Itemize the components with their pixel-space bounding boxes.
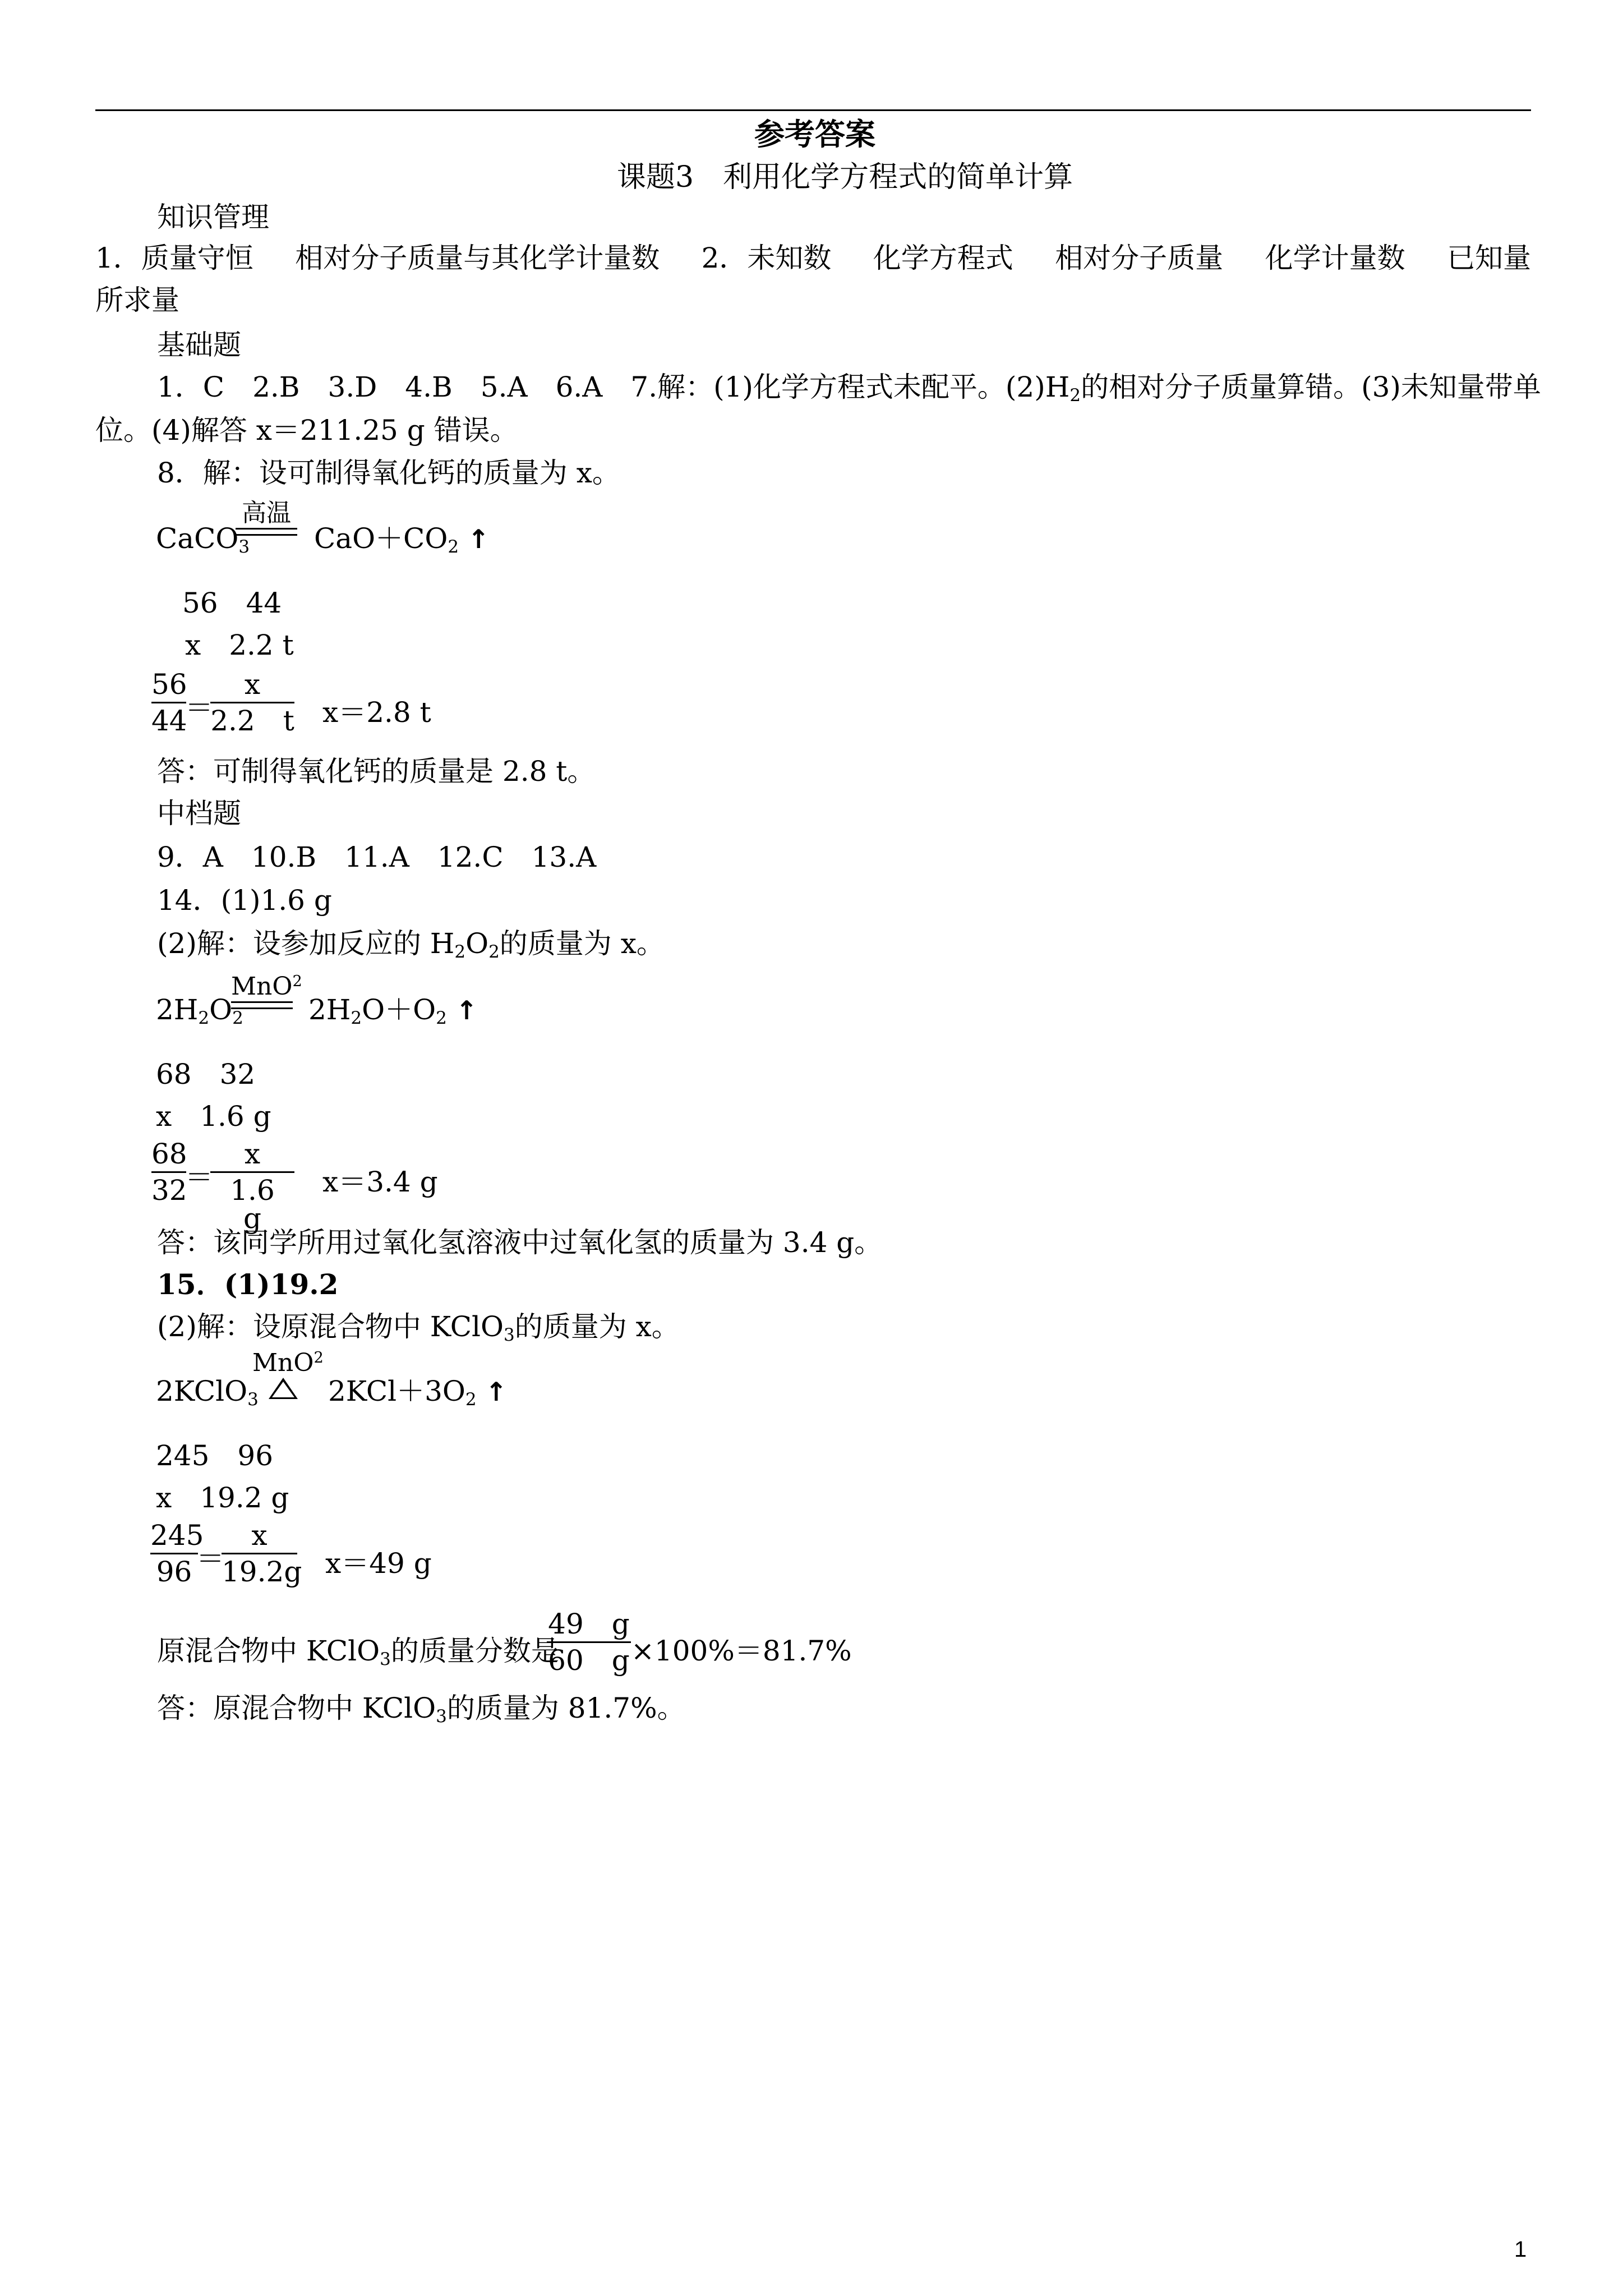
q15-equals: ＝ [196, 1543, 224, 1575]
q15-percent-result: ×100%＝81.7% [631, 1635, 852, 1667]
q14-fraction-left: 68 32 [151, 1138, 187, 1207]
gas-arrow-icon: ↑ [455, 995, 478, 1025]
basic-answers-line-2: 位。(4)解答 x＝211.25 g 错误。 [95, 414, 518, 447]
knowledge-item-1: 1．质量守恒 [95, 242, 253, 274]
knowledge-item-5: 相对分子质量 [1055, 242, 1224, 274]
q15-equation-reactant: 2KClO$_3$ [156, 1375, 259, 1410]
q14-equation-products: $2H_2O+O_2$ ↑ [308, 993, 478, 1028]
q15-part-1: 15．(1)19.2 [157, 1268, 339, 1301]
q15-result: x＝49 g [325, 1547, 432, 1580]
q14-answer: 答：该同学所用过氧化氢溶液中过氧化氢的质量为 3.4 g。 [157, 1226, 883, 1259]
catalyst-text: MnO$^2$ [252, 1349, 324, 1377]
q15-equation-products: $2KCl+3O_2$ ↑ [328, 1375, 508, 1410]
knowledge-answer-line-2: 所求量 [95, 284, 179, 316]
medium-answers-q9-13: 9．A 10.B 11.A 12.C 13.A [157, 841, 597, 873]
q15-reaction-condition [252, 1349, 324, 1399]
knowledge-item-2: 相对分子质量与其化学计量数 [295, 242, 660, 274]
q14-equation-reactant: $2H_2O_2$ [156, 993, 243, 1028]
q8-ratio-masses: 56 44 [182, 587, 282, 619]
q15-mass-fraction-label: 原混合物中 KClO$_3$的质量分数是 [157, 1635, 559, 1669]
q15-fraction-left: 245 96 [150, 1519, 204, 1588]
section-heading-medium: 中档题 [157, 797, 241, 830]
q8-equation-reactant: CaCO$_3$ [156, 522, 250, 557]
catalyst-text: MnO$^2$ [231, 972, 302, 1001]
h2-formula: $H_2$ [1045, 371, 1081, 406]
q14-ratio-masses: 68 32 [156, 1058, 256, 1091]
q8-ratio-quantities: x 2.2 t [185, 629, 294, 661]
q14-part-2-intro: (2)解：设参加反应的 $H_2O_2$的质量为 x。 [157, 927, 665, 962]
double-line-sign [231, 1001, 293, 1009]
q8-answer: 答：可制得氧化钙的质量是 2.8 t。 [157, 755, 596, 788]
q15-answer: 答：原混合物中 KClO$_3$的质量为 81.7%。 [157, 1692, 685, 1727]
knowledge-item-6: 化学计量数 [1265, 242, 1405, 274]
knowledge-item-4: 化学方程式 [873, 242, 1013, 274]
double-line-sign [236, 528, 297, 536]
q15-percent-fraction: 49 g 60 g [547, 1610, 631, 1674]
q8-fraction-left: 56 44 [151, 668, 187, 737]
q14-fraction-right: x 1.6 g [210, 1140, 294, 1232]
q14-ratio-quantities: x 1.6 g [156, 1100, 271, 1133]
lesson-subtitle: 课题3 利用化学方程式的简单计算 [617, 160, 1073, 194]
q15-ratio-quantities: x 19.2 g [156, 1481, 289, 1514]
q15-ratio-masses: 245 96 [156, 1439, 274, 1472]
knowledge-item-3: 2．未知数 [701, 242, 832, 274]
knowledge-answer-line-1 [95, 244, 1531, 272]
top-rule [95, 109, 1531, 111]
basic-answers-line-1 [157, 371, 1541, 406]
q8-intro: 8．解：设可制得氧化钙的质量为 x。 [157, 457, 620, 489]
q8-fraction-right: x 2.2 t [210, 668, 294, 737]
section-heading-knowledge: 知识管理 [157, 201, 269, 233]
basic-answers-q7-rest: 的相对分子质量算错。(3)未知量带单 [1081, 371, 1541, 403]
q14-result: x＝3.4 g [322, 1166, 438, 1198]
heat-triangle-icon [269, 1378, 298, 1399]
q8-equals: ＝ [185, 692, 213, 724]
basic-answers-q1-7: 1．C 2.B 3.D 4.B 5.A 6.A 7.解：(1)化学方程式未配平。(2) [157, 371, 1045, 403]
section-heading-basic: 基础题 [157, 329, 241, 361]
q8-equation-products: $CaO+CO_2$ ↑ [314, 522, 490, 557]
condition-text: 高温 [242, 499, 291, 527]
q8-result: x＝2.8 t [322, 696, 431, 729]
knowledge-item-7: 已知量 [1446, 242, 1531, 274]
gas-arrow-icon: ↑ [467, 524, 490, 554]
q15-part-2-intro: (2)解：设原混合物中 KClO$_3$的质量为 x。 [157, 1310, 680, 1345]
page-title: 参考答案 [754, 116, 875, 152]
q14-reaction-condition [231, 972, 302, 1009]
q15-fraction-right: x 19.2g [222, 1519, 302, 1588]
q14-part-1: 14．(1)1.6 g [157, 884, 332, 917]
gas-arrow-icon: ↑ [485, 1377, 508, 1407]
q8-reaction-condition [236, 501, 297, 536]
q14-equals: ＝ [185, 1161, 213, 1194]
page-number: 1 [1514, 2237, 1527, 2262]
